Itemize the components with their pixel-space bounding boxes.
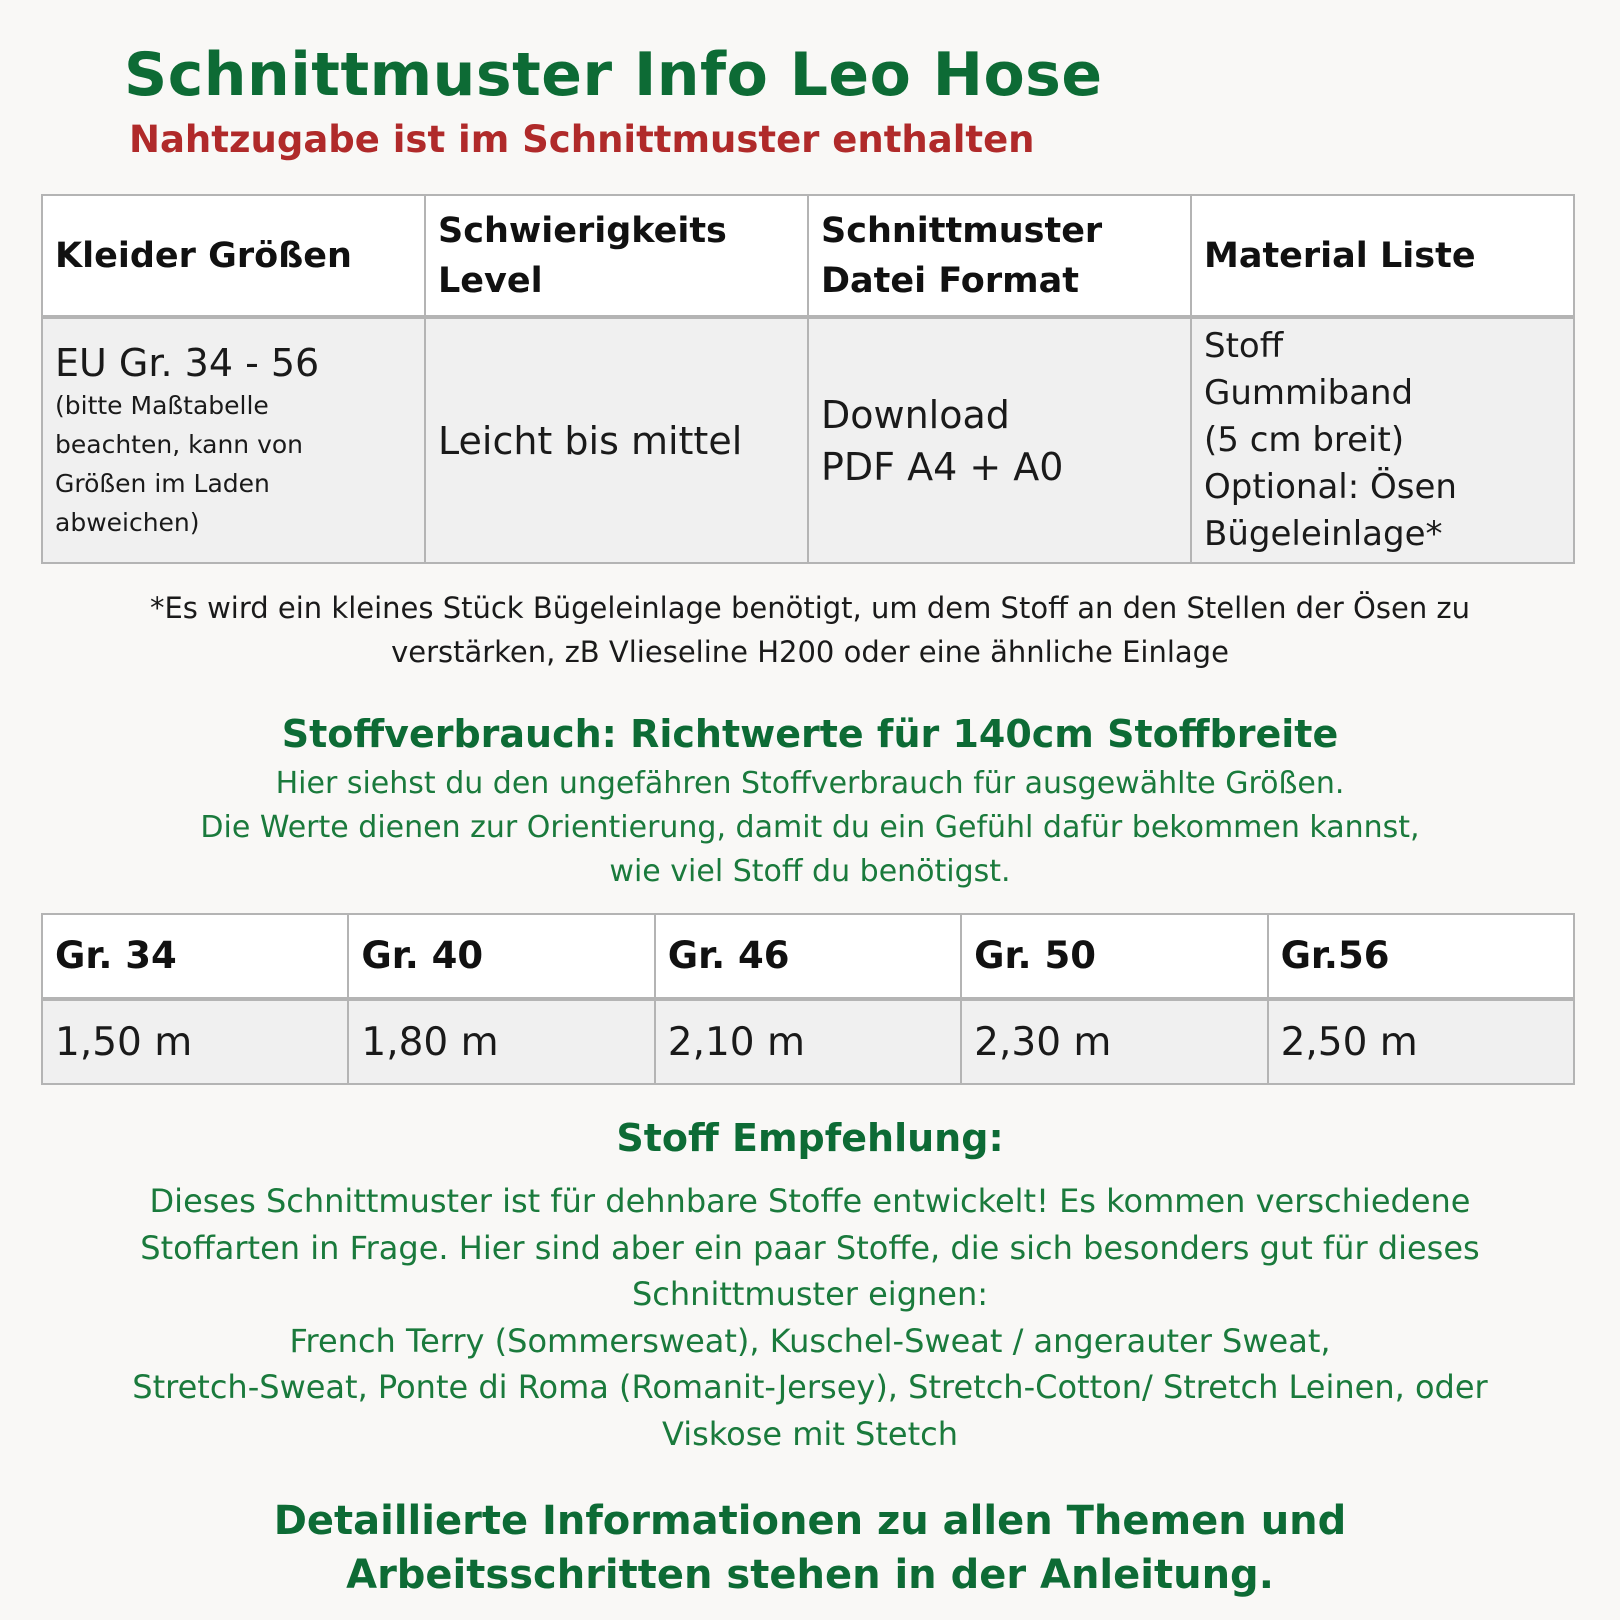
header-level: Schwierigkeits Level <box>425 195 808 317</box>
header-materials: Material Liste <box>1191 195 1574 317</box>
info-table <box>41 194 1575 564</box>
fabric-usage-body-row <box>42 999 1574 1084</box>
format-line: Download <box>821 392 1010 437</box>
material-item: Gummiband <box>1204 373 1414 413</box>
recommendation-title: Stoff Empfehlung: <box>616 1116 1004 1160</box>
material-item: Bügeleinlage* <box>1204 514 1443 554</box>
cell-sizes <box>42 317 425 563</box>
fabric-usage-table <box>41 913 1575 1085</box>
sizes-note-line: abweichen) <box>55 507 200 537</box>
fabric-usage-header-row <box>42 914 1574 999</box>
size-header: Gr. 34 <box>42 914 348 999</box>
material-item: Stoff <box>1204 326 1284 366</box>
recommendation-text: Dieses Schnittmuster ist für dehnbare Stoffe entwickelt! Es kommen verschiedene Stoffarten in Frage. Hier sind aber ein paar Stoffe, die sich besonders gut für dieses Schnittmuster eignen: French Terry (Sommersweat), Kuschel-Sweat / angerauter Sweat, Stretch-Sweat, Ponte di Roma (Romanit-Jersey), Stretch-Cotton/ Stretch Leinen, oder Viskose mit Stetch <box>132 1182 1488 1453</box>
info-table-body-row <box>42 317 1574 563</box>
size-header: Gr.56 <box>1268 914 1574 999</box>
sizes-note-line: (bitte Maßtabelle <box>55 390 269 420</box>
amount-cell: 2,30 m <box>961 999 1267 1084</box>
fabric-usage-title: Stoffverbrauch: Richtwerte für 140cm Stoffbreite <box>281 712 1339 756</box>
size-header: Gr. 46 <box>655 914 961 999</box>
format-line: PDF A4 + A0 <box>821 444 1064 489</box>
size-header: Gr. 40 <box>348 914 654 999</box>
sizes-note-line: beachten, kann von <box>55 429 304 459</box>
footnote: *Es wird ein kleines Stück Bügeleinlage benötigt, um dem Stoff an den Stellen der Ösen zu verstärken, zB Vlieseline H200 oder eine ähnliche Einlage <box>149 591 1471 669</box>
page-subtitle: Nahtzugabe ist im Schnittmuster enthalten <box>129 118 1035 161</box>
fabric-usage-text: Hier siehst du den ungefähren Stoffverbrauch für ausgewählte Größen. Die Werte dienen zur Orientierung, damit du ein Gefühl dafür bekommen kannst, wie viel Stoff du benötigst. <box>200 766 1420 889</box>
info-table-header-row <box>42 195 1574 317</box>
amount-cell: 1,50 m <box>42 999 348 1084</box>
amount-cell: 2,50 m <box>1268 999 1574 1084</box>
sizes-note-line: Größen im Laden <box>55 468 270 498</box>
cell-format <box>808 317 1191 563</box>
cell-materials <box>1191 317 1574 563</box>
amount-cell: 2,10 m <box>655 999 961 1084</box>
page-title: Schnittmuster Info Leo Hose <box>124 40 1103 110</box>
sizes-range: EU Gr. 34 - 56 <box>55 340 320 385</box>
size-header: Gr. 50 <box>961 914 1267 999</box>
header-sizes: Kleider Größen <box>42 195 425 317</box>
material-item: Optional: Ösen <box>1204 467 1457 507</box>
cell-level: Leicht bis mittel <box>425 317 808 563</box>
amount-cell: 1,80 m <box>348 999 654 1084</box>
header-format: Schnittmuster Datei Format <box>808 195 1191 317</box>
closing-note: Detaillierte Informationen zu allen Themen und Arbeitsschritten stehen in der Anleitung. <box>273 1498 1347 1598</box>
material-item: (5 cm breit) <box>1204 420 1405 460</box>
